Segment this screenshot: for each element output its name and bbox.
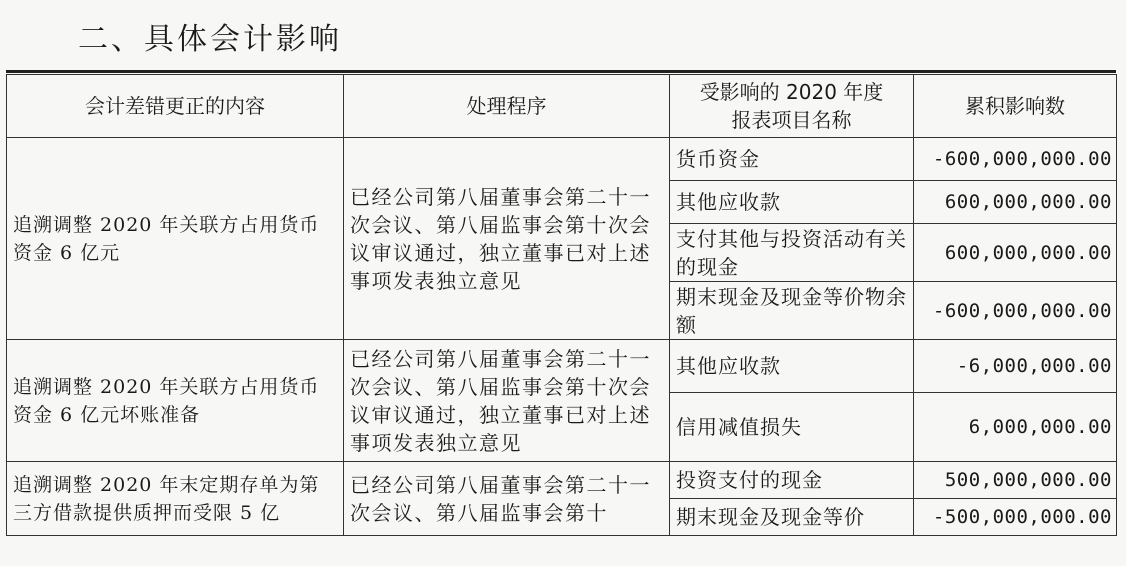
item-name: 支付其他与投资活动有关的现金: [670, 224, 914, 282]
correction-content: 追溯调整 2020 年关联方占用货币资金 6 亿元坏账准备: [7, 340, 344, 462]
accounting-impact-table: [6, 74, 1117, 536]
section-title: 二、具体会计影响: [78, 22, 342, 57]
procedure-text: 已经公司第八届董事会第二十一次会议、第八届监事会第十次会议审议通过，独立董事已对上述事项发表独立意见: [344, 340, 670, 462]
top-rule: [6, 70, 1116, 73]
item-name: 信用减值损失: [670, 393, 914, 462]
item-name: 期末现金及现金等价物余额: [670, 282, 914, 340]
item-name: 其他应收款: [670, 181, 914, 224]
table-row: [7, 138, 1117, 181]
header-content: 会计差错更正的内容: [7, 75, 344, 138]
amount-value: -500,000,000.00: [914, 499, 1117, 536]
amount-value: 500,000,000.00: [914, 462, 1117, 499]
item-name: 其他应收款: [670, 340, 914, 393]
correction-content: 追溯调整 2020 年末定期存单为第三方借款提供质押而受限 5 亿: [7, 462, 344, 536]
table-row: [7, 340, 1117, 393]
amount-value: 600,000,000.00: [914, 181, 1117, 224]
item-name: 期末现金及现金等价: [670, 499, 914, 536]
item-name: 货币资金: [670, 138, 914, 181]
correction-content: 追溯调整 2020 年关联方占用货币资金 6 亿元: [7, 138, 344, 340]
procedure-text: 已经公司第八届董事会第二十一次会议、第八届监事会第十次会议审议通过，独立董事已对上述事项发表独立意见: [344, 138, 670, 340]
amount-value: -600,000,000.00: [914, 282, 1117, 340]
amount-value: 6,000,000.00: [914, 393, 1117, 462]
amount-value: -6,000,000.00: [914, 340, 1117, 393]
header-item: [670, 75, 914, 138]
amount-value: 600,000,000.00: [914, 224, 1117, 282]
amount-value: -600,000,000.00: [914, 138, 1117, 181]
table-row: [7, 462, 1117, 499]
header-item-line1: 受影响的 2020 年度: [699, 80, 884, 104]
header-item-line2: 报表项目名称: [731, 108, 852, 132]
header-procedure: 处理程序: [344, 75, 670, 138]
header-amount: 累积影响数: [914, 75, 1117, 138]
procedure-text: 已经公司第八届董事会第二十一次会议、第八届监事会第十: [344, 462, 670, 536]
item-name: 投资支付的现金: [670, 462, 914, 499]
